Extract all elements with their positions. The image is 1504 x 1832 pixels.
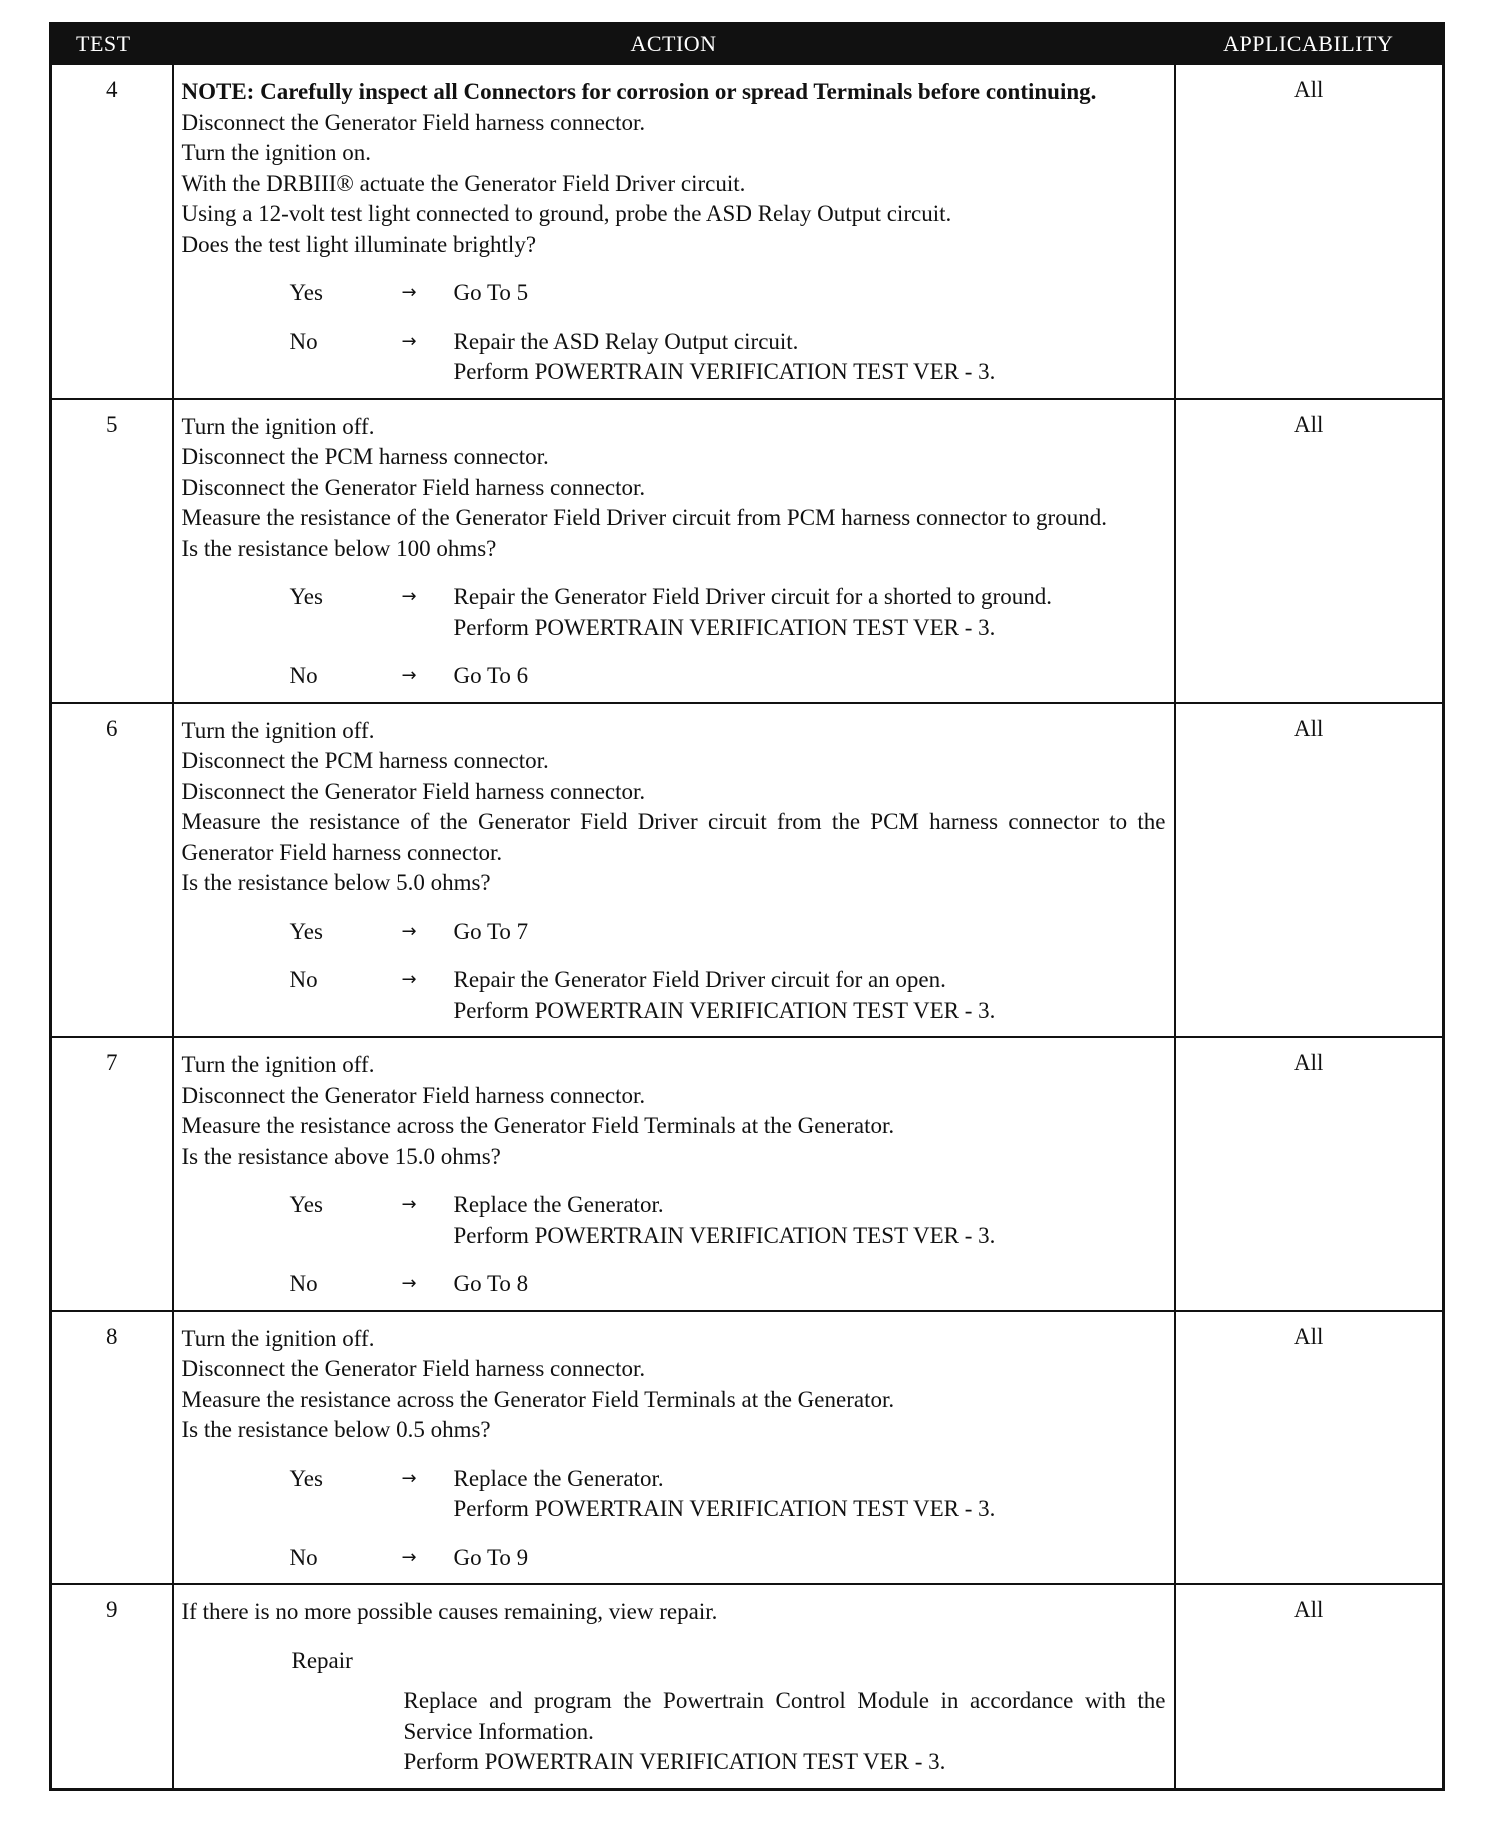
action-step: Disconnect the Generator Field harness connector. [181, 1356, 646, 1381]
outcome-list [182, 582, 1166, 692]
arrow-right-icon: → [401, 1273, 417, 1294]
action-step: Disconnect the Generator Field harness connector. [181, 109, 646, 135]
action-step: If there is no more possible causes remaining, view repair. [181, 1599, 718, 1624]
action-step: Does the test light illuminate brightly? [181, 231, 537, 257]
arrow-right-icon: → [401, 586, 417, 607]
outcome-yes [182, 1190, 1166, 1251]
action-step: Turn the ignition off. [181, 717, 375, 743]
arrow-right-icon: → [401, 665, 417, 686]
action-step: Disconnect the Generator Field harness connector. [181, 778, 646, 804]
outcome-yes [182, 917, 1166, 948]
inspection-note: NOTE: Carefully inspect all Connectors for corrosion or spread Terminals before continuing. [181, 79, 1097, 104]
table-row [51, 399, 1444, 703]
outcome-answer: No [289, 328, 318, 354]
test-action [173, 1311, 1175, 1585]
test-number: 6 [51, 703, 173, 1038]
outcome-result-line: Replace the Generator. [453, 1192, 664, 1217]
outcome-result [454, 327, 1166, 388]
outcome-no [182, 661, 1166, 692]
applicability-value: All [1175, 399, 1444, 703]
action-step: Is the resistance below 100 ohms? [181, 535, 497, 561]
outcome-yes [182, 1464, 1166, 1525]
applicability-value: All [1175, 64, 1444, 399]
repair-label: Repair [291, 1647, 353, 1673]
outcome-no [182, 965, 1166, 1026]
outcome-result [454, 1190, 1166, 1251]
action-step: Disconnect the PCM harness connector. [181, 444, 549, 469]
applicability-value: All [1175, 1037, 1444, 1311]
test-action [173, 1037, 1175, 1311]
test-action [173, 1584, 1175, 1789]
outcome-no [182, 1543, 1166, 1574]
action-step: Measure the resistance across the Generator Field Terminals at the Generator. [181, 1386, 895, 1412]
applicability-value: All [1175, 1311, 1444, 1585]
outcome-result [454, 917, 1166, 948]
outcome-answer: No [289, 967, 318, 992]
test-action [173, 64, 1175, 399]
arrow-right-icon: → [401, 920, 417, 942]
outcome-answer: Yes [289, 918, 323, 944]
outcome-list [182, 1190, 1166, 1300]
arrow-right-icon: → [401, 1467, 417, 1489]
outcome-result [454, 1269, 1166, 1300]
test-number: 9 [51, 1584, 173, 1789]
outcome-answer: No [289, 663, 318, 688]
outcome-result-line: Go To 9 [453, 1544, 529, 1570]
arrow-right-icon: → [401, 330, 417, 352]
action-step: Measure the resistance across the Generator Field Terminals at the Generator. [181, 1113, 895, 1138]
outcome-result [454, 1464, 1166, 1525]
outcome-result [454, 582, 1166, 643]
action-step: Is the resistance below 5.0 ohms? [181, 870, 491, 895]
outcome-result-line: Perform POWERTRAIN VERIFICATION TEST VER - 3. [453, 614, 996, 640]
outcome-yes [182, 278, 1166, 309]
table-row [51, 64, 1444, 399]
repair-perform: Perform POWERTRAIN VERIFICATION TEST VER - 3. [403, 1749, 946, 1774]
table-row [51, 1311, 1444, 1585]
action-step: With the DRBIII® actuate the Generator Field Driver circuit. [181, 170, 746, 196]
outcome-result-line: Go To 8 [453, 1271, 529, 1296]
outcome-result-line: Perform POWERTRAIN VERIFICATION TEST VER - 3. [453, 997, 996, 1023]
arrow-right-icon: → [401, 1194, 417, 1215]
outcome-result-line: Go To 7 [453, 918, 529, 944]
test-number: 4 [51, 64, 173, 399]
outcome-no [182, 1269, 1166, 1300]
header-test: TEST [51, 24, 173, 65]
header-action: ACTION [173, 24, 1175, 65]
test-number: 8 [51, 1311, 173, 1585]
table-row [51, 703, 1444, 1038]
action-step: Is the resistance below 0.5 ohms? [181, 1417, 491, 1442]
test-table [49, 22, 1445, 1791]
outcome-result-line: Repair the Generator Field Driver circuit for a shorted to ground. [453, 584, 1052, 609]
outcome-result-line: Go To 6 [453, 663, 529, 688]
test-action [173, 703, 1175, 1038]
repair-text: Replace and program the Powertrain Control Module in accordance with the Service Information. [403, 1688, 1166, 1744]
test-action [173, 399, 1175, 703]
test-number: 5 [51, 399, 173, 703]
outcome-result-line: Repair the Generator Field Driver circuit for an open. [453, 967, 946, 992]
outcome-result-line: Perform POWERTRAIN VERIFICATION TEST VER - 3. [453, 1496, 996, 1521]
arrow-right-icon: → [401, 969, 417, 990]
header-applicability: APPLICABILITY [1175, 24, 1444, 65]
outcome-no [182, 327, 1166, 388]
outcome-list [182, 1464, 1166, 1574]
outcome-answer: No [289, 1271, 318, 1296]
outcome-result [454, 278, 1166, 309]
action-step: Turn the ignition on. [181, 140, 372, 165]
arrow-right-icon: → [401, 1546, 417, 1568]
action-step: Using a 12-volt test light connected to ground, probe the ASD Relay Output circuit. [181, 201, 952, 226]
outcome-result-line: Perform POWERTRAIN VERIFICATION TEST VER - 3. [453, 1222, 996, 1248]
outcome-result-line: Go To 5 [453, 280, 529, 305]
outcome-answer: Yes [289, 1192, 323, 1217]
outcome-answer: Yes [289, 280, 323, 305]
action-step: Is the resistance above 15.0 ohms? [181, 1143, 501, 1169]
outcome-list [182, 278, 1166, 388]
action-step: Disconnect the Generator Field harness connector. [181, 474, 646, 500]
action-step: Disconnect the PCM harness connector. [181, 748, 549, 773]
outcome-answer: No [289, 1544, 318, 1570]
diagnostic-test-table [49, 22, 1442, 1791]
outcome-answer: Yes [289, 584, 323, 609]
table-row [51, 1037, 1444, 1311]
outcome-result-line: Perform POWERTRAIN VERIFICATION TEST VER - 3. [453, 359, 996, 384]
test-number: 7 [51, 1037, 173, 1311]
action-step: Turn the ignition off. [181, 1052, 375, 1077]
outcome-result-line: Repair the ASD Relay Output circuit. [453, 328, 799, 354]
outcome-list [182, 917, 1166, 1027]
applicability-value: All [1175, 703, 1444, 1038]
outcome-answer: Yes [289, 1465, 323, 1491]
table-row [51, 1584, 1444, 1789]
outcome-result-line: Replace the Generator. [453, 1465, 664, 1491]
repair-instructions [404, 1686, 1166, 1778]
outcome-yes [182, 582, 1166, 643]
outcome-result [454, 965, 1166, 1026]
action-step: Measure the resistance of the Generator Field Driver circuit from PCM harness connector to ground. [181, 505, 1107, 530]
action-step: Measure the resistance of the Generator Field Driver circuit from the PCM harness connector to the Generator Field harness connector. [181, 809, 1166, 865]
table-header-row [51, 24, 1444, 65]
action-step: Disconnect the Generator Field harness connector. [181, 1082, 646, 1108]
outcome-result [454, 661, 1166, 692]
action-step: Turn the ignition off. [181, 413, 375, 439]
applicability-value: All [1175, 1584, 1444, 1789]
arrow-right-icon: → [401, 282, 417, 303]
action-step: Turn the ignition off. [181, 1325, 375, 1351]
outcome-result [454, 1543, 1166, 1574]
